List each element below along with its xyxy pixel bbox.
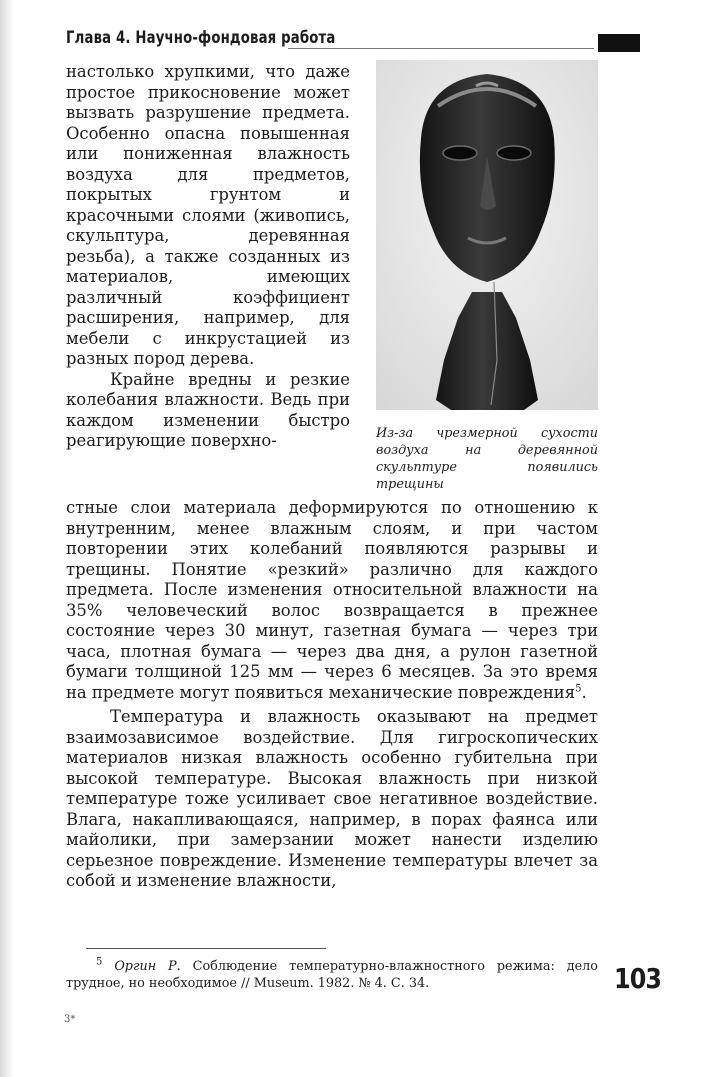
- running-head: Глава 4. Научно-фондовая работа: [66, 28, 336, 48]
- footnote-reference: 5: [575, 683, 582, 695]
- footnote: [66, 958, 598, 992]
- paragraph-humidity-fluctuations-start: Крайне вредны и резкие колебания влажности. Ведь при каждом изменении быстро реагирующие поверхно-: [66, 369, 350, 450]
- wooden-sculpture-image: [376, 60, 598, 410]
- narrow-column-text: [66, 62, 350, 452]
- full-width-text: [66, 498, 598, 892]
- paragraph-continued: настолько хрупкими, что даже простое прикосновение может вызвать разрушение предмета. Особенно опасна повышенная или пониженная влажность воздуха для предметов, покрытых грунтом и красочными слоями (живопись, скульптура, деревянная резьба), а также созданных из материалов, имеющих различный коэффициент расширения, например, для мебели с инкрустацией из разных пород дерева.: [66, 62, 350, 368]
- page-header: [66, 24, 640, 54]
- paragraph-humidity-text: стные слои материала деформируются по отношению к внутренним, менее влажным слоям, и при частом повторении этих колебаний появляются разрывы и трещины. Понятие «резкий» различно для каждого предмета. После изменения относительной влажности на 35% человеческий волос возвращается в прежнее состояние через 30 минут, газетная бумага — через три часа, плотная бумага — через два дня, а рулон газетной бумаги толщиной 125 мм — через 6 месяцев. За это время на предмете могут появиться механические повреждения: [66, 498, 598, 702]
- paragraph-humidity-fluctuations-rest: [66, 498, 598, 703]
- footnote-text: Соблюдение температурно-влажностного режима: дело трудное, но необходимое // Museum. 1982. № 4. С. 34.: [66, 959, 598, 991]
- footnote-rule: [86, 948, 326, 949]
- footnote-author: Оргин Р.: [114, 959, 181, 974]
- page-number: 103: [614, 962, 662, 995]
- header-rule: [288, 48, 594, 49]
- footnote-number: 5: [96, 956, 103, 968]
- paragraph-end-punctuation: .: [581, 682, 587, 702]
- paragraph-temperature-humidity: Температура и влажность оказывают на предмет взаимозависимое воздействие. Для гигроскопических материалов низкая влажность особенно губительна при высокой температуре. Высокая влажность при низкой температуре тоже усиливает свое негативное воздействие. Влага, накапливающаяся, например, в порах фаянса или майолики, при замерзании может нанести изделию серьезное повреждение. Изменение температуры влечет за собой и изменение влажности,: [66, 707, 598, 890]
- page-edge-shadow: [0, 0, 14, 1077]
- sculpture-photo: [376, 60, 598, 410]
- figure-caption: Из-за чрезмерной сухости воздуха на деревянной скульптуре появились трещины: [376, 426, 598, 492]
- signature-mark: 3*: [64, 1014, 76, 1025]
- header-black-tab: [598, 34, 640, 52]
